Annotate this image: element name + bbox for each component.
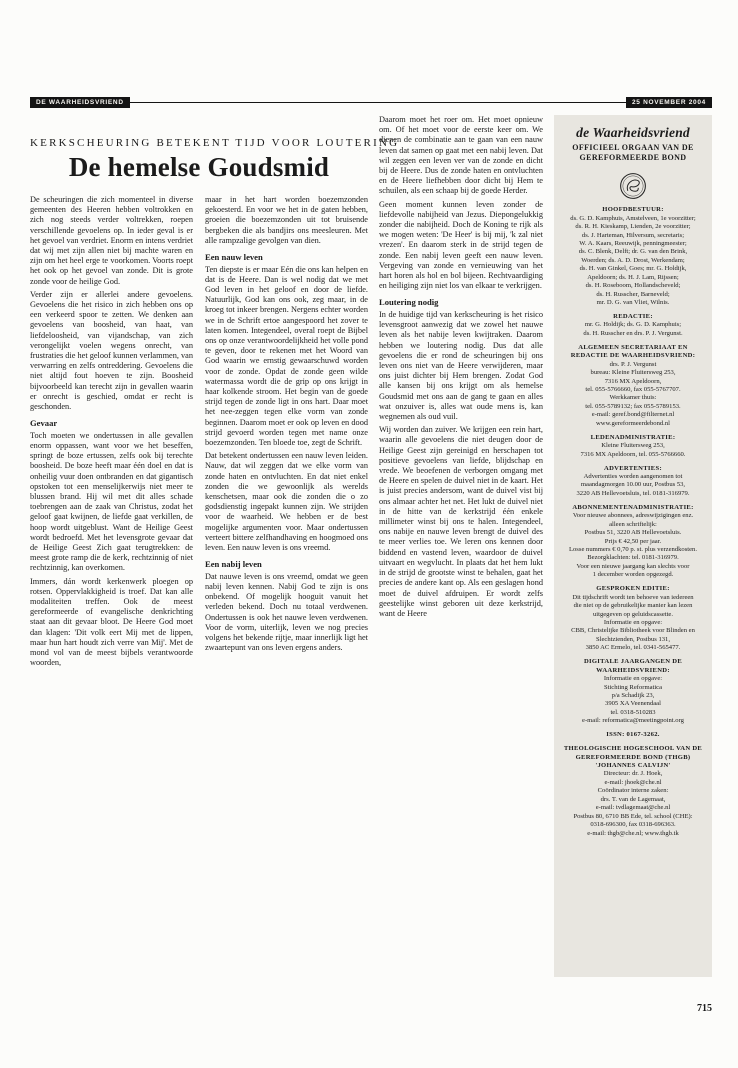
- colophon-line: Directeur: dr. J. Hoek,: [603, 770, 663, 778]
- colophon-line: ds. J. Harteman, Hilversum, secretaris;: [581, 231, 685, 239]
- masthead: [30, 97, 712, 108]
- colophon-line: CBB, Christelijke Bibliotheek voor Blinden en: [571, 627, 695, 635]
- article-paragraph: Immers, dán wordt kerkenwerk ploegen op rotsen. Oppervlakkigheid is troef. Dat kan alle modaliteiten treffen. Ook de meest gereformeerde of evangelische denkrichting staat aan dit gevaar bloot. De Heere God moet dan klagen: 'Dit volk eert Mij met de lippen, maar hun hart houdt zich verre van Mij'. Met de mond vol van de meest bijbels verantwoorde woorden,: [30, 576, 193, 668]
- colophon-line: maandagmorgen 10.00 uur, Postbus 53,: [580, 481, 686, 489]
- colophon-section: [561, 745, 705, 838]
- colophon-line: Advertenties worden aangenomen tot: [583, 472, 683, 480]
- article-subhead: Gevaar: [30, 418, 58, 429]
- colophon-subtitle-line-1: OFFICIEEL ORGAAN VAN DE: [572, 143, 694, 152]
- colophon-line: Prijs € 42,50 per jaar.: [604, 537, 662, 545]
- colophon-section-title: ABONNEMENTENADMINISTRATIE:: [572, 503, 694, 511]
- colophon-line: tel. 055-5766660, fax 055-5767707.: [585, 386, 681, 394]
- article-paragraph: Wij worden dan zuiver. We krijgen een rein hart, waarin alle gevoelens die niet deugen door de Heilige Geest zijn gereinigd en herschapen tot positieve gevoelens van liefde, blijdschap en vrede. We beoefenen de verborgen omgang met de Heere en spelen de duivel niet in de kaart. Het is juist precies andersom, want de duivel vist bij ons almaar achter het net. Het lukt de duivel niet in de hitte van de kerkstrijd één enkele millimeter winst bij ons te halen. Integendeel, ons nabije en nauwe leven brengt de duivel des te meer verlies toe. We leren ons kennen door biddend en vastend leven, waardoor de duivel uitvaart en wegvlucht. In plaats dat het hem lukt in de strijd de grootste winst te behalen, gaat het precies de andere kant op. Als een geslagen hond moet de duivel afdruipen. Er wordt zelfs geestelijke winst geboren uit deze kerkstrijd, want de Heere: [379, 425, 543, 618]
- colophon-line: uitgegeven op geluidscassette.: [592, 610, 674, 618]
- article-two-columns: [30, 195, 368, 672]
- article-column-3: [379, 115, 543, 622]
- colophon-section-title: HOOFDBESTUUR:: [602, 206, 664, 214]
- colophon-line: 7316 MX Apeldoorn, tel. 055-5766660.: [580, 450, 686, 458]
- colophon-line: tel. 0318-510283: [610, 708, 656, 716]
- colophon-line: ds. H. Roseboom, Hollandscheveld;: [585, 282, 681, 290]
- colophon-line: Voor een nieuwe jaargang kan slechts voor: [576, 562, 690, 570]
- article-kicker: KERKSCHEURING BETEKENT TIJD VOOR LOUTERING: [30, 137, 400, 149]
- colophon-line: 1 december worden opgezegd.: [592, 571, 674, 579]
- article-paragraph: Dat betekent ondertussen een nauw leven leiden. Nauw, dat wil zeggen dat we elke vorm van zonde haten en ontvluchten. En dat niet enkel zonden die we gewoonlijk als werelds kenschetsen, maar ook die zonden die o zo godsdienstig ingepakt kunnen zijn. We strijden voor de waarheid. We hebben er de best mogelijke argumenten voor. Maar ondertussen verteert bittere zelfhandhaving en hoogmoed ons leven. Een nauw leven is ons vreemd.: [205, 451, 368, 553]
- colophon-line: Losse nummers € 0,70 p. st. plus verzendkosten.: [568, 545, 697, 553]
- article-subhead: Een nauw leven: [205, 252, 263, 263]
- colophon-section: [561, 504, 705, 580]
- colophon-line: ds. H. van Ginkel, Goes; mr. G. Holdijk,: [579, 265, 687, 273]
- colophon-line: e-mail: reformatica@meetingpoint.org: [582, 717, 684, 725]
- masthead-title: DE WAARHEIDSVRIEND: [30, 97, 130, 108]
- article-title: De hemelse Goudsmid: [68, 152, 330, 182]
- colophon-line: 0318-696300, fax 0318-696363.: [590, 821, 676, 829]
- colophon-sidebar: [554, 115, 712, 977]
- colophon-line: ds. H. Russcher en drs. P. J. Vergunst.: [583, 329, 683, 337]
- colophon-line: Woerden; ds. A. D. Drost, Werkendam;: [581, 256, 685, 264]
- masthead-rule: [129, 102, 627, 103]
- article-paragraph: Verder zijn er allerlei andere gevoelens. Gevoelens die het risico in zich hebben ons op een verkeerd spoor te zetten. We denken aan gevoelens van boosheid, van haat, van liefdeloosheid, van vijandschap, van zich verongelijkt voelen wegens onrecht, van frustraties die het geloof kunnen verlammen, van verwarring en zelfs ontreddering. Gevoelens die niet altijd fout hoeven te zijn. Boosheid bijvoorbeeld kan terecht zijn in gevallen waarin er onrecht is geschied, omdat er recht is geschonden.: [30, 289, 193, 412]
- colophon-line: 3850 AC Ermelo, tel. 0341-565477.: [585, 644, 681, 652]
- article-paragraph: Ten diepste is er maar Eén die ons kan helpen en dat is de Heere. Dan is wel nodig dat we met God leven in het geloof en door de liefde. Natuurlijk, God kan ons ook, zeg maar, in de kroeg tot inkeer brengen. Nergens echter worden we in de Schrift ertoe aangespoord het zover te laten komen. Integendeel, overal roept de Bijbel ons op onze verantwoordelijkheid het volle pond te geven, door te rekenen met het Woord van God waarin we ernstig gewaarschuwd worden voor de zonde. Opdat de zonde geen wilde watermassa wordt die de grip op ons krijgt in haar kolkende stroom. Het begin van de goede strijd tegen de zonde ligt in ons hart. Daar moet het nee-zeggen tegen elke vorm van zonde beginnen. Daarom moet er ook op leven en dood strijd gevoerd worden tegen met name onze boezemzonden. Ten bloede toe, zegt de Schrift.: [205, 264, 368, 448]
- colophon-line: ds. G. D. Kamphuis, Amstelveen, 1e voorzitter;: [570, 214, 696, 222]
- masthead-date: 25 NOVEMBER 2004: [626, 97, 712, 108]
- page-content: [30, 115, 712, 977]
- colophon-section-title: ALGEMEEN SECRETARIAAT EN REDACTIE DE WAARHEIDSVRIEND:: [570, 343, 696, 360]
- colophon-line: W. A. Kaars, Reeuwijk, penningmeester;: [579, 240, 687, 248]
- colophon-section-title: GESPROKEN EDITIE:: [596, 585, 670, 593]
- colophon-line: mr. G. Holdijk; ds. G. D. Kamphuis;: [584, 321, 682, 329]
- article-paragraph: Dat nauwe leven is ons vreemd, omdat we geen nabij leven kennen. Nabij God te zijn is ons onbekend. Of mogelijk hooguit vanuit het verleden bekend. Doch nu totaal verdwenen. Ondertussen is ook het nauwe leven verdwenen. Voor de vorm, uiterlijk, leven we nog precies volgens het bekende rijtje, maar innerlijk ligt het zwaartepunt van ons leven ergens anders.: [205, 571, 368, 653]
- colophon-section: [561, 434, 705, 459]
- colophon-line: alleen schriftelijk:: [609, 520, 657, 528]
- colophon-line: Stichting Reformatica: [603, 683, 663, 691]
- colophon-line: 3220 AB Hellevoetsluis, tel. 0181-316979.: [576, 489, 690, 497]
- colophon-section-title: LEDENADMINISTRATIE:: [590, 433, 676, 441]
- colophon-line: e-mail: tvdlagemaat@che.nl: [595, 804, 671, 812]
- colophon-line: p/a Schadijk 23,: [611, 691, 655, 699]
- colophon-line: e-mail: jhoek@che.nl: [604, 778, 662, 786]
- colophon-line: Postbus 51, 3220 AB Hellevoetsluis.: [584, 529, 682, 537]
- colophon-line: Kleine Fluitersweg 253,: [601, 442, 665, 450]
- article-paragraph: maar in het hart worden boezemzonden gekoesterd. En voor we het in de gaten hebben, groeien die boezemzonden uit tot bruisende bergbeken die als bandjirs ons meesleuren. Met alle rampzalige gevolgen van dien.: [205, 195, 368, 245]
- colophon-line: Werkkamer thuis:: [609, 394, 657, 402]
- colophon-line: Coördinator interne zaken:: [597, 787, 669, 795]
- colophon-line: bureau: Kleine Fluitersweg 253,: [590, 369, 676, 377]
- colophon-line: www.gereformeerdebond.nl: [596, 419, 670, 427]
- colophon-section: [561, 465, 705, 499]
- colophon-line: ds. H. Russcher, Barneveld;: [596, 290, 670, 298]
- colophon-line: mr. D. G. van Vliet, Wilnis.: [596, 299, 670, 307]
- colophon-subtitle-line-2: GEREFORMEERDE BOND: [579, 153, 687, 163]
- colophon-section: [561, 206, 705, 307]
- colophon-magazine-title: de Waarheidsvriend: [576, 125, 690, 140]
- colophon-line: drs. T. van de Lagemaat,: [600, 795, 666, 803]
- article-column-2: [205, 195, 368, 672]
- colophon-subtitle: [561, 143, 705, 164]
- article-paragraph: In de huidige tijd van kerkscheuring is het risico levensgroot aanwezig dat we zowel het nauwe leven als het nabije leven kwijtraken. Daarom hebben we loutering nodig. Dus dat alle gevoelens die er rond de scheuringen bij ons leven ons niet van de Heere verwijderen, maar ons juist dichter bij Hem brengen. Zodat God alle kansen bij ons krijgt om als hemelse Goudsmid met ons aan de gang te gaan en alles wat onzuiver is, alles wat oude mens is, kan wegnemen als oud vuil.: [379, 310, 543, 422]
- colophon-section-title: ADVERTENTIES:: [604, 464, 662, 472]
- article-paragraph: Toch moeten we ondertussen in alle gevallen enorm oppassen, want voor we het beseffen, springt de boze ertussen, zelfs ook bij terechte boosheid. De boze heeft maar één doel en dat is onheilig vuur doen ontbranden en dat gigantisch opstoken tot een menselijkerwijs niet meer te blussen brand. Hij wil met dit alles schade toebrengen aan de zaak van Christus, zodat het geloof gaat kwijnen, de liefde gaat verkillen, de hoop wordt uitgeblust. Want de Heilige Geest wordt bedroefd. Met het levensgrote gevaar dat de Heilige Geest Zich gaat terugtrekken: de meest grote ramp die de kerk, rechtzinnig of niet rechtzinnig, kan overkomen.: [30, 430, 193, 573]
- article-column-1: [30, 195, 193, 672]
- colophon-section-title: ISSN: 0167-3262.: [606, 731, 660, 739]
- colophon-line: Voor nieuwe abonnees, adreswijzigingen enz.: [572, 512, 694, 520]
- colophon-line: ds. C. Blenk, Delft; dr. G. van den Brink,: [578, 248, 688, 256]
- colophon-line: Informatie en opgave:: [603, 675, 663, 683]
- colophon-line: ds. R. H. Kieskamp, Lienden, 2e voorzitter;: [575, 223, 691, 231]
- article-head-and-columns: [30, 115, 400, 672]
- colophon-line: 7316 MX Apeldoorn,: [604, 377, 662, 385]
- colophon-section-title: REDACTIE:: [613, 313, 653, 321]
- colophon-section: [561, 731, 705, 739]
- colophon-line: tel. 055-5789132; fax 055-5789153.: [585, 402, 681, 410]
- colophon-line: e-mail: thgb@che.nl; www.thgb.tk: [587, 829, 679, 837]
- colophon-line: 3905 XA Veenendaal: [605, 700, 661, 708]
- article-paragraph: Geen moment kunnen leven zonder de liefdevolle nabijheid van Jezus. Diepongelukkig zonder die nabijheid. Doch de Koning te rijk als we mogen weten: 'De Heer' is bij mij, 'k zal niet vrezen'. En daarom sterk in de strijd tegen de zonde. Een nabij leven geeft een nauw leven. Vergeving van zonde en vernieuwing van het hart horen als hol en bol bijeen. Rechtvaardiging en heiliging zijn niet los van elkaar te verkrijgen.: [379, 199, 543, 291]
- article-subhead: Een nabij leven: [205, 559, 262, 570]
- colophon-line: Dit tijdschrift wordt ten behoeve van iedereen: [572, 593, 694, 601]
- article-paragraph: De scheuringen die zich momenteel in diverse gemeenten des Heeren hebben voltrokken en zich nog steeds verder voltrekken, roepen verschillende gevoelens op. In ieder geval is er het gevoel van verdriet. Enorm en intens verdriet dat wij met zijn allen niet bij machte waren en zijn om het heel erge te voorkomen. Voorts roept het ook op het gevoel van zonde. Dit is grote zonde voor de heilige God.: [30, 195, 193, 286]
- colophon-line: Informatie en opgave:: [603, 618, 663, 626]
- article-subhead: Loutering nodig: [379, 297, 439, 308]
- colophon-line: die niet op de gebruikelijke manier kan lezen: [573, 602, 693, 610]
- colophon-line: drs. P. J. Vergunst: [609, 360, 657, 368]
- article-paragraph: Daarom moet het roer om. Het moet opnieuw om. Of het moet voor de eerste keer om. We dienen de combinatie aan te gaan van een nauw leven dat samen op gaat met een nabij leven. Dat wil zeggen een leven ver van de zonde en dicht bij de Heere. Dus de zonde haten en ontvluchten en de Heere liefhebben door dicht bij Hem te schuilen, als een schaap bij de goede Herder.: [379, 115, 543, 196]
- colophon-section-title: DIGITALE JAARGANGEN DE WAARHEIDSVRIEND:: [583, 658, 683, 674]
- colophon-line: Postbus 80, 6710 BB Ede, tel. school (CHE):: [573, 812, 693, 820]
- colophon-line: Slechtzienden, Postbus 131,: [596, 635, 670, 643]
- colophon-section-title: THEOLOGISCHE HOGESCHOOL VAN DE GEREFORMEERDE BOND (THGB) 'JOHANNES CALVIJN': [563, 745, 703, 770]
- colophon-line: e-mail: geref.bond@filternet.nl: [591, 411, 675, 419]
- page-number: 715: [697, 1003, 712, 1014]
- colophon-section: [561, 313, 705, 338]
- colophon-sections: [561, 206, 705, 838]
- colophon-line: Apeldoorn; ds. H. J. Lam, Rijssen;: [587, 273, 679, 281]
- colophon-section: [561, 658, 705, 726]
- colophon-section: [561, 585, 705, 653]
- gereformeerde-bond-logo-icon: [618, 171, 648, 201]
- colophon-section: [561, 344, 705, 428]
- colophon-line: Bezorgklachten: tel. 0181-316979.: [587, 554, 679, 562]
